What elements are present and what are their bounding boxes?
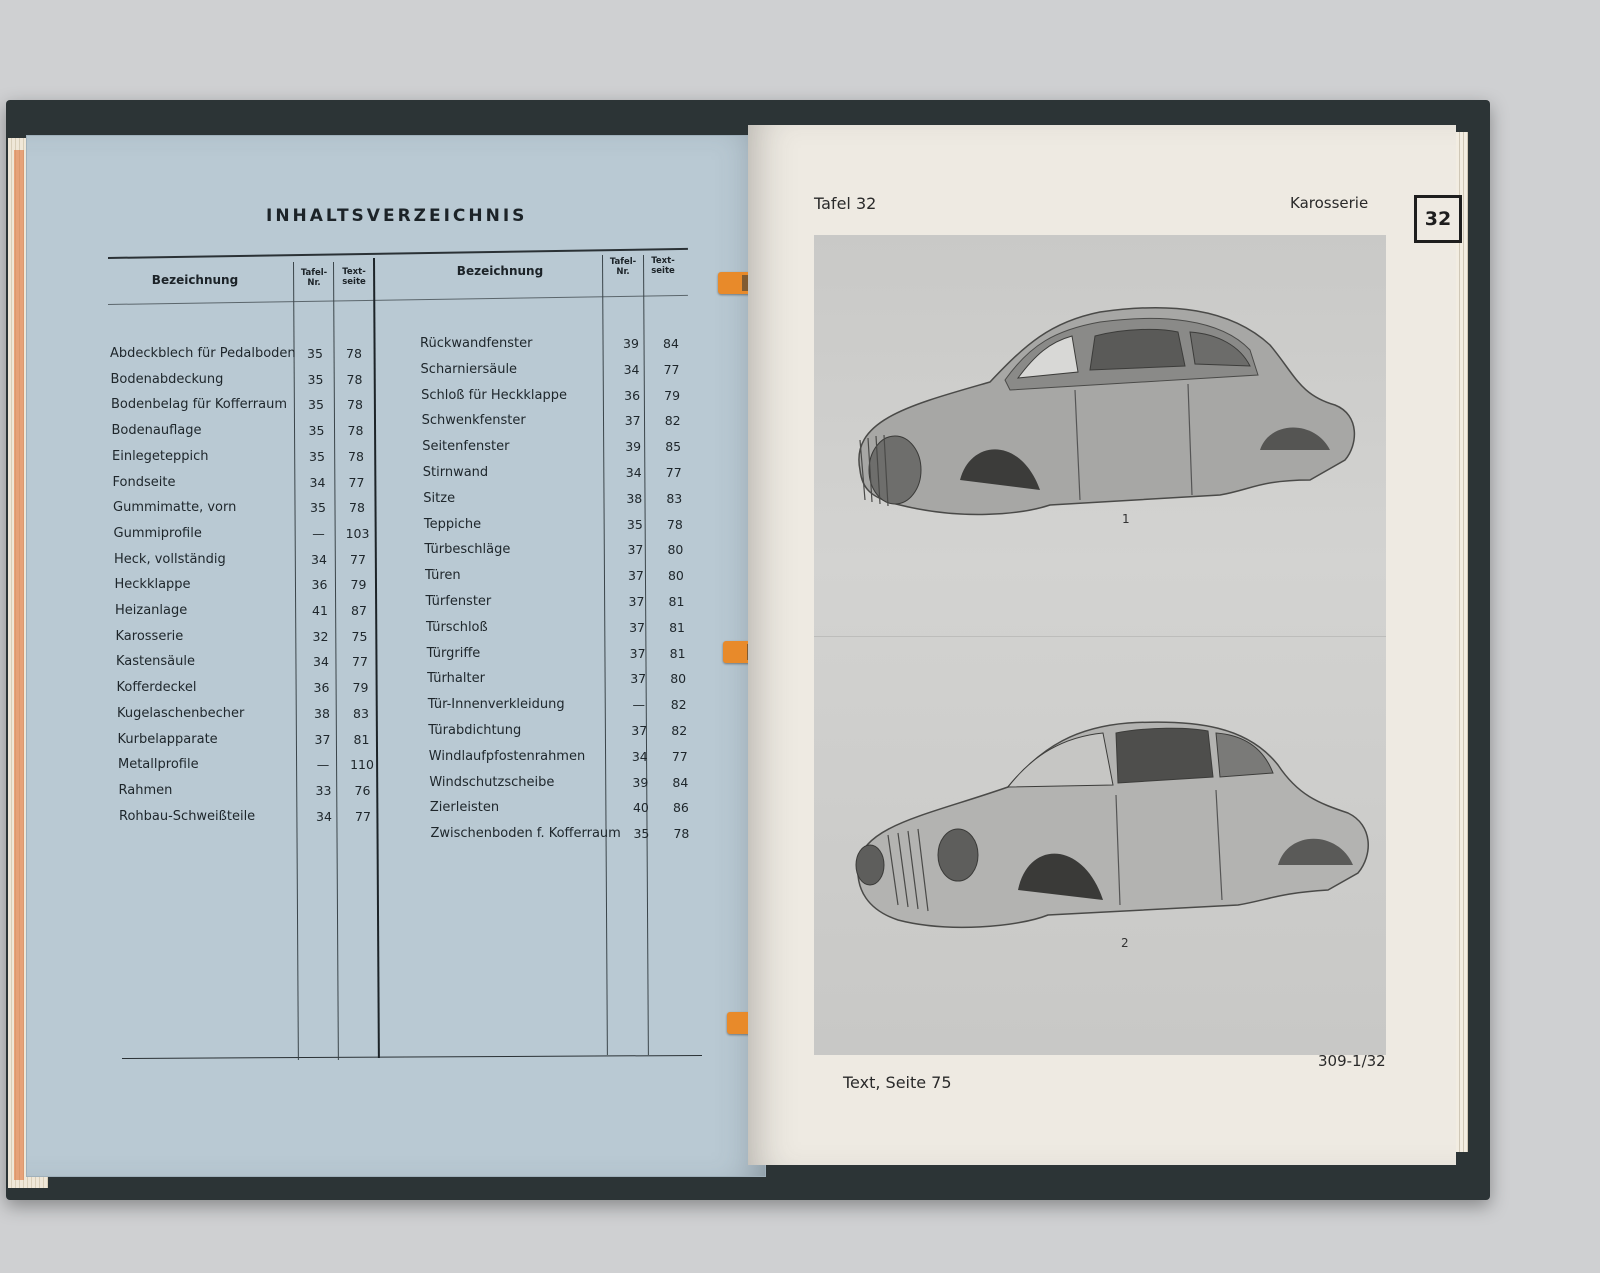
toc-entry-seite: 87	[351, 603, 367, 618]
toc-entry-seite: 82	[664, 413, 681, 429]
toc-entry-name: Fondseite	[112, 474, 176, 490]
toc-entry-name: Kastensäule	[116, 654, 195, 670]
toc-entry-name: Heizanlage	[115, 603, 188, 618]
toc-entry-seite: 103	[345, 525, 370, 541]
toc-entry-seite: 78	[348, 448, 364, 464]
document-number: 309-1/32	[1318, 1052, 1386, 1070]
toc-entry-seite: 78	[673, 826, 690, 842]
toc-entry-tafel: 39	[632, 774, 649, 790]
toc-entry-seite: 83	[666, 490, 683, 506]
toc-entry-tafel: 35	[626, 516, 643, 532]
toc-entry-seite: 79	[352, 680, 369, 696]
section-label: Karosserie	[1290, 194, 1369, 212]
toc-entry-tafel: 34	[625, 465, 642, 480]
toc-entry-seite: 78	[666, 516, 683, 532]
toc-entry-tafel: 35	[308, 397, 324, 413]
toc-entry-name: Karosserie	[115, 628, 184, 644]
toc-entry-tafel: 35	[307, 371, 324, 387]
toc-entry-name: Stirnwand	[422, 465, 489, 480]
car-body-frame-icon	[848, 715, 1378, 940]
toc-entry-name: Heckklappe	[114, 577, 191, 593]
toc-entry-name: Windschutzscheibe	[429, 774, 555, 790]
toc-entry-tafel: 34	[631, 748, 648, 764]
toc-entry-tafel: 37	[631, 723, 648, 738]
toc-entry-tafel: 40	[632, 800, 649, 816]
toc-entry-name: Kurbelapparate	[117, 731, 218, 747]
toc-title: INHALTSVERZEICHNIS	[266, 206, 528, 226]
toc-entry-name: Gummiprofile	[113, 525, 202, 541]
toc-entry-tafel: 39	[623, 336, 639, 351]
toc-entry-seite: 81	[669, 619, 685, 635]
text-reference: Text, Seite 75	[843, 1073, 952, 1092]
toc-entry-name: Rückwandfenster	[420, 336, 533, 351]
toc-entry-tafel: 38	[626, 490, 643, 506]
toc-entry-tafel: 35	[307, 346, 323, 361]
toc-entry-name: Scharniersäule	[420, 361, 518, 377]
toc-entry-seite: 77	[352, 654, 368, 670]
toc-entry-seite: 77	[350, 551, 366, 567]
toc-entry-name: Türen	[424, 568, 461, 584]
photo-divider	[814, 636, 1386, 637]
toc-entry-tafel: 36	[311, 577, 328, 593]
toc-entry-tafel: 35	[310, 500, 326, 516]
toc-entry-tafel: —	[312, 525, 325, 541]
toc-entry-seite: 77	[665, 465, 682, 480]
toc-entry-name: Rohbau-Schweißteile	[119, 808, 256, 824]
toc-entry-seite: 78	[347, 397, 363, 413]
toc-entry-seite: 110	[350, 757, 374, 773]
header-bezeichnung: Bezeichnung	[151, 273, 239, 287]
toc-entry-tafel: 37	[627, 542, 644, 558]
toc-entry-seite: 84	[663, 336, 679, 351]
toc-entry-tafel: —	[316, 757, 330, 773]
toc-entry-seite: 76	[354, 782, 371, 798]
toc-entry-seite: 80	[667, 568, 684, 584]
toc-entry-name: Zierleisten	[429, 800, 500, 816]
left-endpaper	[14, 150, 24, 1180]
toc-entry-seite: 78	[346, 346, 362, 361]
toc-entry-seite: 77	[348, 474, 365, 490]
toc-entry-name: Türabdichtung	[428, 723, 522, 738]
toc-entry-seite: 78	[346, 371, 363, 387]
toc-entry-name: Rahmen	[118, 782, 173, 798]
toc-entry-tafel: 34	[311, 551, 327, 567]
header-textseite: Text- seite	[342, 267, 366, 287]
header-tafel-2: Tafel- Nr.	[609, 257, 637, 277]
toc-entry-name: Bodenbelag für Kofferraum	[111, 397, 287, 413]
toc-entry-tafel: 35	[308, 423, 325, 439]
toc-entry-name: Türbeschläge	[424, 542, 511, 558]
toc-entry-seite: 78	[347, 423, 364, 439]
toc-entry-tafel: 33	[315, 782, 332, 798]
toc-entry-tafel: 39	[625, 439, 642, 455]
car-body-icon	[840, 300, 1360, 525]
toc-entry-tafel: 37	[630, 671, 647, 687]
toc-entry-seite: 84	[672, 774, 689, 790]
toc-entry-name: Türfenster	[425, 594, 492, 609]
toc-entry-tafel: 37	[629, 645, 646, 661]
toc-entry-name: Seitenfenster	[422, 439, 510, 455]
toc-entry-seite: 83	[353, 705, 369, 721]
toc-entry-tafel: 34	[316, 808, 332, 824]
toc-entry-name: Metallprofile	[118, 757, 199, 773]
toc-entry-seite: 75	[351, 628, 368, 644]
toc-entry-name: Abdeckblech für Pedalboden	[110, 346, 296, 361]
toc-entry-tafel: 34	[313, 654, 329, 670]
toc-entry-seite: 79	[350, 577, 367, 593]
toc-entry-name: Bodenauflage	[111, 423, 202, 439]
toc-entry-seite: 82	[671, 723, 688, 738]
toc-entry-tafel: 37	[628, 594, 645, 609]
toc-entry-seite: 81	[669, 645, 686, 661]
toc-entry-name: Zwischenboden f. Kofferraum	[430, 826, 621, 842]
toc-entry-name: Kofferdeckel	[116, 680, 197, 696]
plate-label: Tafel 32	[814, 194, 877, 213]
toc-entry-name: Einlegeteppich	[112, 448, 209, 464]
toc-entry-tafel: 36	[313, 680, 330, 696]
plate-number-box: 32	[1414, 195, 1462, 243]
toc-entry-tafel: 35	[309, 448, 325, 464]
figure-1-label: 1	[1122, 512, 1130, 526]
toc-entry-tafel: 37	[627, 568, 644, 584]
toc-entry-tafel: 34	[623, 361, 640, 377]
toc-entry-tafel: 37	[629, 619, 645, 635]
toc-entry-seite: 79	[664, 387, 681, 403]
toc-entry-name: Türgriffe	[426, 645, 481, 661]
toc-entry-seite: 78	[349, 500, 365, 516]
toc-entry-seite: 80	[667, 542, 684, 558]
toc-entry-tafel: 38	[314, 705, 330, 721]
toc-entry-seite: 81	[353, 731, 370, 747]
toc-entry-tafel: 41	[312, 603, 328, 618]
header-textseite-2: Text- seite	[651, 256, 675, 276]
header-bezeichnung-2: Bezeichnung	[456, 264, 544, 278]
toc-entry-name: Schwenkfenster	[421, 413, 526, 429]
figure-2-label: 2	[1121, 936, 1129, 950]
toc-entry-seite: 77	[671, 748, 688, 764]
toc-entry-seite: 82	[670, 697, 687, 713]
toc-entry-name: Tür-Innenverkleidung	[427, 697, 565, 713]
toc-entry-seite: 86	[672, 800, 689, 816]
toc-entry-seite: 77	[355, 808, 371, 824]
toc-entry-tafel: —	[632, 697, 645, 713]
toc-entry-tafel: 35	[633, 826, 650, 842]
toc-entry-name: Gummimatte, vorn	[113, 500, 237, 516]
toc-entry-tafel: 34	[309, 474, 326, 490]
toc-entry-seite: 80	[670, 671, 687, 687]
toc-entry-name: Kugelaschenbecher	[117, 705, 245, 721]
toc-entry-tafel: 32	[312, 628, 329, 644]
toc-entry-name: Heck, vollständig	[114, 551, 226, 567]
toc-entry-name: Türschloß	[426, 619, 488, 635]
toc-entry-name: Schloß für Heckklappe	[421, 387, 567, 403]
toc-entry-name: Türhalter	[427, 671, 485, 687]
toc-entry-tafel: 37	[624, 413, 641, 429]
toc-entry-tafel: 36	[624, 387, 641, 403]
toc-entry-seite: 85	[665, 439, 682, 455]
toc-entry-name: Sitze	[423, 490, 456, 506]
toc-entry-name: Bodenabdeckung	[110, 371, 224, 387]
toc-entry-name: Windlaufpfostenrahmen	[428, 748, 586, 764]
toc-entry-name: Teppiche	[423, 516, 482, 532]
toc-entry-tafel: 37	[314, 731, 331, 747]
header-tafel: Tafel- Nr.	[300, 268, 328, 288]
toc-entry-seite: 77	[663, 361, 680, 377]
toc-entry-seite: 81	[668, 594, 685, 609]
